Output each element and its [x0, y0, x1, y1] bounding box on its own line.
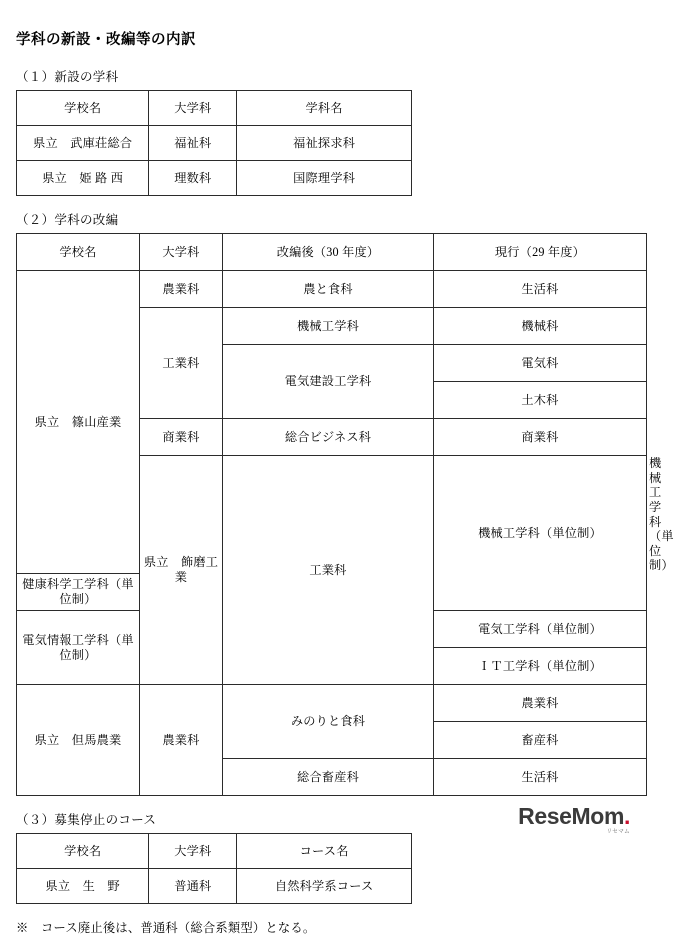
table-header-row	[17, 91, 412, 126]
cell-after: 農と食科	[223, 271, 434, 308]
resemom-logo	[518, 802, 630, 836]
table-reorganization	[16, 233, 674, 796]
column-header-course-name: コース名	[237, 834, 412, 869]
table-header-row	[17, 834, 412, 869]
cell-current: 生活科	[434, 271, 647, 308]
cell-school: 県立 飾磨工業	[140, 456, 223, 685]
table-row	[17, 126, 412, 161]
page-title: 学科の新設・改編等の内訳	[16, 32, 196, 48]
cell-after: 電気情報工学科（単位制）	[17, 611, 140, 685]
column-header-course-name: 学科名	[237, 91, 412, 126]
section-label-stopped-courses: （３）募集停止のコース	[16, 813, 157, 828]
table-header-row	[17, 234, 647, 271]
cell-course-name: 自然科学系コース	[237, 869, 412, 904]
cell-school: 県立 生 野	[17, 869, 149, 904]
cell-current: 土木科	[434, 382, 647, 419]
cell-school: 県立 但馬農業	[17, 685, 140, 796]
table-row: 県立 飾磨工業 工業科 機械工学科（単位制） 機械工学科（単位制）	[17, 456, 647, 574]
logo-dot: .	[624, 802, 630, 829]
table-row	[17, 271, 647, 308]
cell-after: 総合畜産科	[223, 759, 434, 796]
cell-department: 商業科	[140, 419, 223, 456]
section-label-new-departments: （１）新設の学科	[16, 70, 119, 84]
table-row	[17, 161, 412, 196]
cell-school: 県立 武庫荘総合	[17, 126, 149, 161]
column-header-school: 学校名	[17, 234, 140, 271]
cell-after: 機械工学科	[223, 308, 434, 345]
cell-current: 生活科	[434, 759, 647, 796]
cell-department: 農業科	[140, 685, 223, 796]
cell-current: 商業科	[434, 419, 647, 456]
cell-current: ＩＴ工学科（単位制）	[434, 648, 647, 685]
column-header-school: 学校名	[17, 91, 149, 126]
column-header-after: 改編後（30 年度）	[223, 234, 434, 271]
cell-current: 農業科	[434, 685, 647, 722]
cell-department: 理数科	[149, 161, 237, 196]
column-header-school: 学校名	[17, 834, 149, 869]
cell-current: 畜産科	[434, 722, 647, 759]
table-stopped-courses	[16, 833, 412, 904]
cell-department: 普通科	[149, 869, 237, 904]
cell-after: 総合ビジネス科	[223, 419, 434, 456]
column-header-current: 現行（29 年度）	[434, 234, 647, 271]
cell-course-name: 福祉探求科	[237, 126, 412, 161]
cell-department: 福祉科	[149, 126, 237, 161]
table-new-departments	[16, 90, 412, 196]
cell-current: 健康科学工学科（単位制）	[17, 574, 140, 611]
cell-after: 機械工学科（単位制）	[434, 456, 647, 611]
logo-text: ReseMom	[518, 802, 624, 829]
table-row	[17, 869, 412, 904]
cell-after: 電気建設工学科	[223, 345, 434, 419]
cell-department: 農業科	[140, 271, 223, 308]
cell-course-name: 国際理学科	[237, 161, 412, 196]
column-header-department: 大学科	[149, 834, 237, 869]
cell-school: 県立 篠山産業	[17, 271, 140, 574]
cell-department: 工業科	[140, 308, 223, 419]
logo-wordmark	[518, 802, 630, 829]
section-label-reorganization: （２）学科の改編	[16, 213, 119, 227]
table-row	[17, 685, 647, 722]
cell-department: 工業科	[223, 456, 434, 685]
cell-after: みのりと食科	[223, 685, 434, 759]
logo-subtext: リセマム	[606, 828, 630, 835]
cell-school: 県立 姫 路 西	[17, 161, 149, 196]
cell-current: 電気科	[434, 345, 647, 382]
footnote: ※ コース廃止後は、普通科（総合系類型）となる。	[16, 921, 316, 936]
cell-current: 電気工学科（単位制）	[434, 611, 647, 648]
cell-current: 機械科	[434, 308, 647, 345]
column-header-department: 大学科	[140, 234, 223, 271]
column-header-department: 大学科	[149, 91, 237, 126]
